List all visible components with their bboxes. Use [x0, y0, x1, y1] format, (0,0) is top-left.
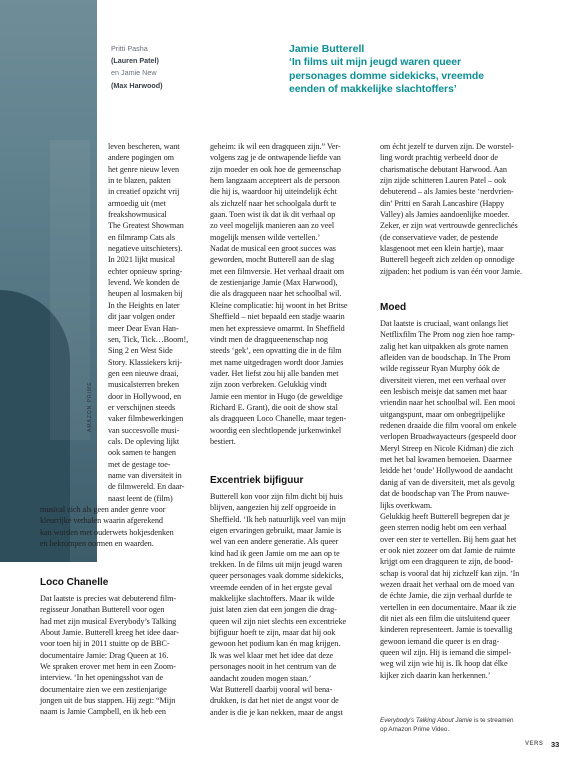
text-line: er ook niet zozeer om dat Jamie de ruimte — [380, 545, 516, 555]
text-line: vertellen in een documentaire. Maar ik zie — [380, 602, 517, 612]
text-line: zijn zijde schitteren Lauren Patel – ook — [380, 176, 507, 186]
text-line: aandacht zouden mogen staan.’ — [210, 673, 312, 683]
text-line: naast leent de (film) — [108, 493, 173, 503]
text-line: met de gestage toe- — [108, 459, 171, 469]
text-line: documentaire Jamie: Drag Queen at 16. — [40, 650, 169, 660]
text-line: en filmramp Cats als — [108, 232, 175, 242]
text-line: armoedig uit (met — [108, 198, 166, 208]
text-line: gen een nieuwe draai, — [108, 368, 179, 378]
text-line: leven bescheren, want — [108, 142, 180, 151]
text-line: volgens zag je de ontwapende liefde van — [210, 153, 341, 163]
film-still-photo — [0, 0, 97, 562]
text-line: We spraken erover met hem in een Zoom- — [40, 662, 176, 672]
text-line: er verschijnen steeds — [108, 402, 176, 412]
text-line: negatieve uitschieters). — [108, 244, 183, 254]
text-line: geheim: ik wil een dragqueen zijn.” Ver- — [210, 142, 341, 151]
text-line: naam is Jamie Campbell, en ik heb een — [40, 707, 166, 717]
text-line: zijn zoon verbreken. Gelukkig vindt — [210, 380, 327, 390]
text-line: Ik was wel klaar met het idee dat deze — [210, 650, 334, 660]
text-line: mogelijk mensen wilde vertellen.’ — [210, 232, 321, 242]
text-line: Sing 2 en West Side — [108, 346, 173, 356]
text-line: About Jamie. Butterell kreeg het idee daar- — [40, 628, 179, 638]
text-line: gewoon het podium kan én mag krijgen. — [210, 639, 341, 649]
text-line: Dat laatste is precies wat debuterend film- — [40, 594, 177, 603]
text-line: steeds ‘gek’, een opvatting die in de film — [210, 346, 342, 356]
text-line: woordig een slechtlopende jurkenwinkel — [210, 425, 342, 435]
text-line: lijks overkwam. — [380, 500, 433, 510]
text-line: bijfiguur hoeft te zijn, maar dat hij ook — [210, 628, 336, 638]
text-line: wezen draait het verhaal om de moed van — [380, 579, 515, 589]
note-text: is te streamen — [472, 717, 514, 724]
text-line: name van diversiteit in — [108, 470, 182, 480]
text-line: queer personages vaak domme sidekicks, — [210, 571, 344, 581]
streaming-note — [380, 716, 560, 734]
pull-quote-line: personages domme sidekicks, vreemde — [289, 69, 484, 82]
text-line: blijven, aangezien hij zelf opgroeide in — [210, 503, 336, 513]
text-line: zijpaden: het podium is van één voor Jamie. — [380, 266, 523, 276]
text-line: Valley) als Jamies aandoenlijke moeder. — [380, 210, 510, 220]
text-line: zo veel mogelijk manieren aan zo veel — [210, 221, 335, 231]
text-line: Jamie een mentor in Hugo (de geweldige — [210, 391, 343, 401]
text-line: meer Dear Evan Han- — [108, 323, 179, 333]
subheading-moed: Moed — [380, 302, 407, 313]
text-line: vreemde eenden of in het ergste geval — [210, 582, 333, 592]
text-line: afleiden van de boodschap. In The Prom — [380, 353, 511, 363]
text-line: de filmwereld. En daar- — [108, 482, 185, 492]
text-line: kan worden met ouderwets hokjesdenken — [40, 527, 174, 537]
text-line: documentaire zien we een zestienjarige — [40, 684, 167, 694]
text-line: hem langzaam accepteert als de persoon — [210, 176, 340, 186]
text-line: redenen draaide die film vooral om enkele — [380, 421, 517, 431]
text-line: eigen ervaringen gebruikt, maar Jamie is — [210, 526, 342, 536]
text-line: dit niet als een film die uitsluitend queer — [380, 613, 510, 623]
pull-quote-line: eenden of makkelijke slachtoffers’ — [289, 83, 457, 96]
text-line: had met zijn musical Everybody’s Talking — [40, 616, 177, 626]
column-3-bottom — [380, 318, 545, 681]
column-1-bottom — [40, 593, 202, 718]
text-line: juist laten zien dat een jongen die drag- — [210, 605, 337, 615]
text-line: heupen al losmaken bij — [108, 289, 183, 299]
text-line: een lesbisch meisje dat samen met haar — [380, 387, 507, 397]
text-line: gaan. Toen wist ik dat ik dit verhaal op — [210, 210, 336, 220]
text-line: door in Hollywood, en — [108, 391, 182, 401]
text-line: echter opnieuw spring- — [108, 266, 183, 276]
text-line: met een filmversie. Het verhaal draait om — [210, 266, 345, 276]
text-line: andere pogingen om — [108, 153, 174, 163]
text-line: leidde het ‘oude’ Hollywood de aandacht — [380, 466, 513, 476]
text-line: diversiteit vieren, met een verhaal over — [380, 375, 506, 385]
text-line: voor toen hij in 2011 stuitte op de BBC- — [40, 639, 170, 649]
caption-name: Pritti Pasha — [111, 44, 148, 53]
column-1-wide — [40, 504, 200, 549]
caption-actor: (Lauren Patel) — [111, 56, 159, 66]
text-line: geen sterren nodig hebt om een verhaal — [380, 523, 507, 533]
text-line: gewoon iemand die queer is en drag- — [380, 636, 500, 646]
text-line: die als dragqueen naar het schoolbal wil. — [210, 289, 342, 299]
text-line: In the Heights en later — [108, 300, 180, 310]
text-line: in te blazen, pakten — [108, 176, 171, 186]
text-line: Story. Klassiekers krij- — [108, 357, 182, 367]
text-line: kleurrijke verhalen waarin afgerekend — [40, 516, 163, 526]
text-line: geworden, mocht Butterell aan de slag — [210, 255, 335, 265]
text-line: queen wil zijn niet slechts een excentrieke — [210, 616, 347, 626]
text-line: Netflixfilm The Prom nog zien hoe ramp- — [380, 330, 515, 340]
text-line: het genre nieuw leven — [108, 164, 180, 174]
subheading-excentriek: Excentriek bijfiguur — [210, 475, 304, 486]
text-line: zijn moeder en ook hoe de gemeenschap — [210, 164, 341, 174]
text-line: zalig het kan uitpakken als grote namen — [380, 341, 509, 351]
column-1-top — [108, 141, 200, 504]
column-3-top — [380, 141, 545, 277]
text-line: regisseur Jonathan Butterell voor ogen — [40, 605, 165, 615]
text-line: Sheffield – niet bepaald een stadje waarin — [210, 312, 345, 322]
text-line: personages nooit in het centrum van de — [210, 662, 337, 672]
text-line: Dat laatste is cruciaal, want onlangs liet — [380, 319, 509, 328]
text-line: weg wil zijn wie hij is. Ik hoop dat élke — [380, 659, 508, 669]
text-line: vader. Het liefst zou hij alle banden met — [210, 368, 339, 378]
text-line: wilde regisseur Ryan Murphy óók de — [380, 364, 500, 374]
text-line: die hij is, waardoor hij uiteindelijk écht — [210, 187, 337, 197]
photo-credit: AMAZON PRIME — [87, 381, 93, 432]
text-line: men het expressieve omarmt. In Sheffield — [210, 323, 345, 333]
text-line: interview. ‘In het openingsshot van de — [40, 673, 164, 683]
text-line: levend. We konden de — [108, 278, 180, 288]
text-line: Butterell begeeft zich zelden op onnodige — [380, 255, 515, 265]
text-line: als zichzelf naar het schoolgala durft te — [210, 198, 337, 208]
text-line: ook samen te hangen — [108, 448, 176, 458]
text-line: kind had ik geen Jamie om me aan op te — [210, 548, 340, 558]
text-line: verlopen Broadwayacteurs (gespeeld door — [380, 432, 517, 442]
pull-quote — [289, 42, 559, 97]
text-line: sen, Tick, Tick…Boom!, — [108, 334, 189, 344]
text-line: Gelukkig heeft Butterell begrepen dat je — [380, 511, 510, 521]
text-line: vindt men de dragqueenenschap nog — [210, 334, 328, 344]
text-line: dit jaar volgen onder — [108, 312, 175, 322]
text-line: bestiert. — [210, 436, 236, 446]
text-line: klasgenoot met een klein hartje), maar — [380, 244, 504, 254]
page-number: 33 — [551, 740, 560, 749]
pull-quote-name: Jamie Butterell — [289, 43, 365, 55]
text-line: dat de boodschap van The Prom nauwe- — [380, 489, 510, 499]
magazine-logo: VERS — [525, 741, 544, 747]
text-line: ling wordt prachtig verbeeld door de — [380, 153, 499, 163]
photo-light — [50, 140, 90, 440]
text-line: Meryl Streep en Nicole Kidman) die zich — [380, 443, 514, 453]
text-line: In 2021 lijkt musical — [108, 255, 175, 265]
text-line: uitgangspunt, maar om onbegrijpelijke — [380, 409, 506, 419]
text-line: freakshowmusical — [108, 210, 167, 220]
text-line: danig af van de diversiteit, met als gevolg — [380, 477, 515, 487]
text-line: kinderen representeert. Jamie is toevallig — [380, 625, 513, 635]
text-line: en bekrompen normen en waarden. — [40, 539, 154, 549]
text-line: vriendin naar het schoolbal wil. Een mooi — [380, 398, 516, 408]
text-line: drukken, is dat het niet de angst voor de — [210, 696, 339, 706]
text-line: ander is die je kan nekken, maar de angst — [210, 707, 343, 717]
text-line: makkelijke slachtoffers. Maar ik wilde — [210, 594, 335, 604]
text-line: krijgt om een dragqueen te zijn, de bood- — [380, 557, 514, 567]
text-line: de zestienjarige Jamie (Max Harwood), — [210, 278, 338, 288]
text-line: Butterell kon voor zijn film dicht bij huis — [210, 492, 343, 501]
text-line: musicalsterren breken — [108, 380, 180, 390]
text-line: (de conservatieve vader, de pestende — [380, 232, 499, 242]
text-line: Nadat de musical een groot succes was — [210, 244, 336, 254]
note-text-line2: op Amazon Prime Video. — [380, 726, 450, 733]
text-line: trekken. In de films uit mijn jeugd waren — [210, 560, 343, 570]
text-line: van succesvolle musi- — [108, 425, 180, 435]
text-line: queen wil zijn. Hij is iemand die simpel- — [380, 647, 512, 657]
text-line: om écht jezelf te durven zijn. De worstel- — [380, 142, 514, 151]
text-line: Zeker, er zijn wat vertrouwde genreclichés — [380, 221, 518, 231]
text-line: debuterend – als Jamies beste ‘nerdvrien- — [380, 187, 514, 197]
text-line: de échte Jamie, die zijn verhaal durfde te — [380, 591, 513, 601]
text-line: als dragqueen Loco Chanelle, maar tegen- — [210, 414, 347, 424]
text-line: in creatief opzicht vrij — [108, 187, 180, 197]
text-line: musical zich als geen ander genre voor — [40, 505, 166, 514]
column-2-bottom — [210, 491, 372, 718]
caption-actor: (Max Harwood) — [111, 80, 163, 90]
pull-quote-line: ‘In films uit mijn jeugd waren queer — [289, 56, 462, 68]
subheading-loco-chanelle: Loco Chanelle — [40, 577, 109, 588]
text-line: The Greatest Showman — [108, 221, 184, 231]
column-2-top — [210, 141, 372, 447]
text-line: Richard E. Grant), die ooit de show stal — [210, 402, 338, 412]
text-line: Kleine complicatie: hij woont in het Britse — [210, 300, 348, 310]
text-line: met name uitgedragen wordt door Jamies — [210, 357, 344, 367]
text-line: din’ Pritti en Sarah Lancashire (Happy — [380, 198, 505, 208]
text-line: schap is vooral dat hij zichzelf kan zijn. ‘In — [380, 568, 520, 578]
text-line: jongen uit de bus stappen. Hij zegt: “Mijn — [40, 696, 176, 706]
text-line: over een ster te vertellen. Bij hem gaat het — [380, 534, 517, 544]
text-line: vaker filmbewerkingen — [108, 414, 184, 424]
text-line: cals. De opleving lijkt — [108, 436, 180, 446]
note-title: Everybody’s Talking About Jamie — [380, 717, 473, 724]
text-line: wel van een andere generatie. Als queer — [210, 537, 339, 547]
text-line: met het bal kwamen bemoeien. Daarmee — [380, 455, 512, 465]
text-line: charismatische debutant Harwood. Aan — [380, 164, 507, 174]
text-line: kijker zich daarin kan herkennen.’ — [380, 670, 491, 680]
text-line: Sheffield. ‘Ik heb natuurlijk veel van mijn — [210, 514, 346, 524]
text-line: Wat Butterell daarbij vooral wil bena- — [210, 684, 333, 694]
photo-caption — [111, 43, 261, 92]
caption-connector: en Jamie New — [111, 68, 157, 78]
